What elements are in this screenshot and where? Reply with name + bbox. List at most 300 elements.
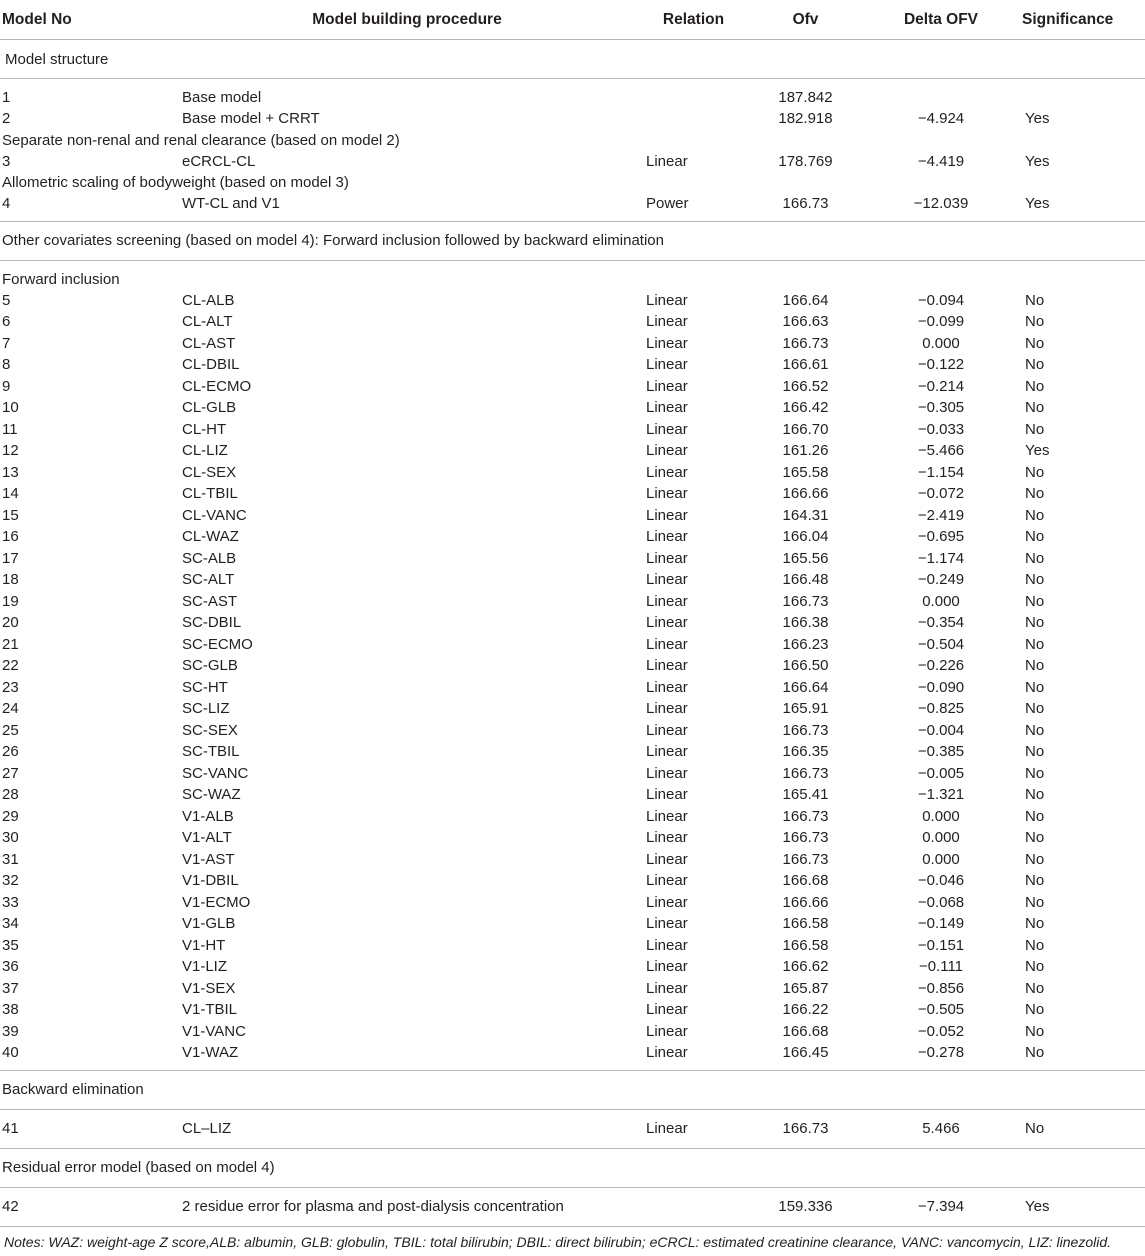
cell-relation: Linear xyxy=(646,614,688,632)
section-forward-inclusion xyxy=(0,260,1145,290)
table-row xyxy=(0,827,1145,849)
table-row xyxy=(0,151,1145,173)
cell-relation: Power xyxy=(646,193,741,221)
cell-delta: −0.090 xyxy=(917,678,965,696)
table-row xyxy=(0,720,1145,742)
cell-no: 18 xyxy=(2,571,19,589)
cell-significance: Yes xyxy=(1012,193,1145,221)
cell-relation: Linear xyxy=(646,786,688,804)
cell-no: 2 xyxy=(2,110,11,128)
cell-no: 42 xyxy=(0,1187,168,1226)
cell-relation: Linear xyxy=(646,442,688,460)
cell-significance: No xyxy=(1012,1109,1145,1148)
table-row xyxy=(0,354,1145,376)
table-row xyxy=(0,419,1145,441)
table-row xyxy=(0,1042,1145,1070)
header-row xyxy=(0,0,1145,40)
cell-procedure: Base model xyxy=(182,89,262,106)
cell-no: 19 xyxy=(2,592,19,610)
cell-no: 9 xyxy=(2,377,11,395)
cell-significance: No xyxy=(1025,764,1045,782)
cell-procedure: V1-TBIL xyxy=(182,1001,238,1019)
cell-procedure: SC-AST xyxy=(182,592,238,610)
cell-relation: Linear xyxy=(646,291,688,309)
cell-no: 21 xyxy=(2,635,19,653)
table-row xyxy=(0,892,1145,914)
cell-no: 5 xyxy=(2,291,11,309)
cell-delta: −0.151 xyxy=(917,936,965,954)
table-row xyxy=(0,870,1145,892)
cell-relation: Linear xyxy=(646,399,688,417)
cell-relation: Linear xyxy=(646,1022,688,1040)
cell-significance: No xyxy=(1025,334,1045,352)
cell-no: 31 xyxy=(2,850,19,868)
cell-no: 8 xyxy=(2,356,11,374)
cell-ofv: 166.58 xyxy=(782,915,829,933)
cell-relation: Linear xyxy=(646,528,688,546)
cell-procedure: CL-LIZ xyxy=(182,442,228,460)
cell-ofv: 166.61 xyxy=(782,356,829,374)
cell-ofv: 166.52 xyxy=(782,377,829,395)
cell-delta: −2.419 xyxy=(917,506,965,524)
cell-procedure: eCRCL-CL xyxy=(182,152,256,170)
cell-significance: No xyxy=(1025,506,1045,524)
cell-no: 32 xyxy=(2,872,19,890)
cell-ofv: 165.58 xyxy=(782,463,829,481)
cell-procedure: SC-WAZ xyxy=(182,786,241,804)
cell-significance: No xyxy=(1025,635,1045,653)
cell-delta: −0.122 xyxy=(917,356,965,374)
cell-procedure: V1-VANC xyxy=(182,1022,246,1040)
cell-ofv: 166.68 xyxy=(782,1022,829,1040)
cell-ofv: 166.73 xyxy=(782,764,829,782)
cell-significance: No xyxy=(1025,1022,1045,1040)
cell-no: 24 xyxy=(2,700,19,718)
table-row xyxy=(0,999,1145,1021)
cell-relation: Linear xyxy=(646,958,688,976)
cell-significance: No xyxy=(1025,915,1045,933)
cell-ofv: 165.41 xyxy=(782,786,829,804)
header-model-no: Model No xyxy=(0,0,168,40)
table-row xyxy=(0,1021,1145,1043)
table-row xyxy=(0,108,1145,130)
cell-ofv: 166.73 xyxy=(741,193,870,221)
cell-ofv: 166.35 xyxy=(782,743,829,761)
cell-procedure: CL-GLB xyxy=(182,399,237,417)
cell-ofv: 166.58 xyxy=(782,936,829,954)
cell-significance: Yes xyxy=(1025,110,1050,128)
cell-procedure: SC-VANC xyxy=(182,764,249,782)
section-backward-elimination xyxy=(0,1070,1145,1109)
cell-procedure: CL-HT xyxy=(182,420,227,438)
cell-procedure: SC-HT xyxy=(182,678,228,696)
cell-delta: −0.214 xyxy=(917,377,965,395)
cell-no: 29 xyxy=(2,807,19,825)
cell-no: 13 xyxy=(2,463,19,481)
section-label: Backward elimination xyxy=(0,1070,1145,1109)
table-row xyxy=(0,79,1145,109)
cell-relation: Linear xyxy=(646,571,688,589)
cell-relation: Linear xyxy=(646,420,688,438)
cell-no: 12 xyxy=(2,442,19,460)
cell-delta: 0.000 xyxy=(922,829,960,847)
cell-delta: −12.039 xyxy=(870,193,1012,221)
cell-significance: No xyxy=(1025,743,1045,761)
cell-relation: Linear xyxy=(646,506,688,524)
cell-delta xyxy=(870,79,1012,109)
cell-delta: 0.000 xyxy=(922,807,960,825)
cell-relation: Linear xyxy=(646,152,688,170)
cell-no: 41 xyxy=(0,1109,168,1148)
cell-relation xyxy=(646,108,741,130)
cell-significance: No xyxy=(1025,807,1045,825)
cell-delta: −0.052 xyxy=(917,1022,965,1040)
table-row xyxy=(0,612,1145,634)
cell-procedure: CL-ALT xyxy=(182,313,233,331)
table-row xyxy=(0,397,1145,419)
cell-relation: Linear xyxy=(646,377,688,395)
cell-delta: −0.505 xyxy=(917,1001,965,1019)
cell-no: 11 xyxy=(2,420,18,438)
cell-procedure: CL-ALB xyxy=(182,291,235,309)
cell-procedure: WT-CL and V1 xyxy=(168,193,646,221)
cell-significance: No xyxy=(1025,872,1045,890)
table-row xyxy=(0,505,1145,527)
cell-relation: Linear xyxy=(646,721,688,739)
cell-delta: −0.046 xyxy=(917,872,965,890)
cell-ofv: 166.66 xyxy=(782,893,829,911)
table-row xyxy=(0,591,1145,613)
cell-procedure: SC-LIZ xyxy=(182,700,230,718)
cell-delta: −0.094 xyxy=(917,291,965,309)
cell-no: 30 xyxy=(2,829,19,847)
cell-delta: −1.174 xyxy=(917,549,965,567)
cell-significance: Yes xyxy=(1012,1187,1145,1226)
cell-delta: 0.000 xyxy=(922,334,960,352)
cell-significance: Yes xyxy=(1025,152,1050,170)
cell-significance: No xyxy=(1025,399,1045,417)
table-row xyxy=(0,698,1145,720)
table-row xyxy=(0,311,1145,333)
cell-no: 15 xyxy=(2,506,19,524)
cell-relation: Linear xyxy=(646,829,688,847)
table-row xyxy=(0,526,1145,548)
cell-no: 33 xyxy=(2,893,19,911)
cell-procedure: CL-VANC xyxy=(182,506,247,524)
cell-no: 38 xyxy=(2,1001,19,1019)
cell-delta: −0.226 xyxy=(917,657,965,675)
cell-no: 7 xyxy=(2,334,11,352)
cell-ofv: 166.73 xyxy=(782,807,829,825)
cell-significance: No xyxy=(1025,463,1045,481)
cell-significance: No xyxy=(1025,377,1045,395)
cell-relation: Linear xyxy=(646,549,688,567)
table-row xyxy=(0,1109,1145,1148)
cell-ofv: 166.73 xyxy=(782,829,829,847)
cell-relation: Linear xyxy=(646,463,688,481)
cell-significance: No xyxy=(1012,1042,1145,1070)
cell-relation: Linear xyxy=(646,1109,741,1148)
cell-no: 40 xyxy=(0,1042,168,1070)
cell-ofv: 166.73 xyxy=(782,592,829,610)
cell-no: 17 xyxy=(2,549,19,567)
cell-no: 3 xyxy=(2,152,11,170)
cell-procedure: CL-WAZ xyxy=(182,528,239,546)
cell-delta: −0.354 xyxy=(917,614,965,632)
cell-no: 16 xyxy=(2,528,19,546)
cell-relation: Linear xyxy=(646,657,688,675)
cell-relation: Linear xyxy=(646,700,688,718)
cell-ofv: 166.38 xyxy=(782,614,829,632)
cell-significance: No xyxy=(1025,850,1045,868)
cell-relation: Linear xyxy=(646,979,688,997)
cell-procedure: V1-SEX xyxy=(182,979,236,997)
table-row xyxy=(0,655,1145,677)
cell-relation: Linear xyxy=(646,334,688,352)
cell-ofv: 159.336 xyxy=(741,1187,870,1226)
cell-significance: Yes xyxy=(1025,442,1050,460)
cell-relation: Linear xyxy=(646,356,688,374)
cell-delta: −0.385 xyxy=(917,743,965,761)
header-ofv: Ofv xyxy=(741,0,870,40)
cell-delta: 0.000 xyxy=(922,850,960,868)
cell-ofv: 165.91 xyxy=(782,700,829,718)
section-residual-error xyxy=(0,1148,1145,1187)
cell-delta: −0.695 xyxy=(917,528,965,546)
cell-delta: −0.278 xyxy=(870,1042,1012,1070)
cell-significance: No xyxy=(1025,485,1045,503)
cell-ofv: 166.64 xyxy=(782,678,829,696)
cell-significance: No xyxy=(1025,356,1045,374)
cell-procedure: SC-GLB xyxy=(182,657,238,675)
cell-delta: 0.000 xyxy=(922,592,960,610)
cell-ofv: 166.66 xyxy=(782,485,829,503)
cell-relation: Linear xyxy=(646,313,688,331)
cell-no: 22 xyxy=(2,657,19,675)
cell-delta: −0.504 xyxy=(917,635,965,653)
table-row xyxy=(0,978,1145,1000)
section-label: Forward inclusion xyxy=(2,270,120,288)
cell-significance: No xyxy=(1025,979,1045,997)
cell-ofv: 166.23 xyxy=(782,635,829,653)
section-label: Model structure xyxy=(0,40,1145,79)
cell-relation: Linear xyxy=(646,485,688,503)
section-label: Separate non-renal and renal clearance (based on model 2) xyxy=(2,131,400,149)
cell-procedure: SC-ECMO xyxy=(182,635,253,653)
cell-ofv: 166.64 xyxy=(782,291,829,309)
cell-delta: −1.321 xyxy=(917,786,965,804)
table-row xyxy=(0,290,1145,312)
cell-no: 10 xyxy=(2,399,19,417)
cell-significance: No xyxy=(1025,721,1045,739)
header-significance: Significance xyxy=(1012,0,1145,40)
table-row xyxy=(0,935,1145,957)
cell-ofv: 166.63 xyxy=(782,313,829,331)
section-label: Residual error model (based on model 4) xyxy=(0,1148,1145,1187)
cell-significance: No xyxy=(1025,829,1045,847)
cell-no: 39 xyxy=(2,1022,19,1040)
cell-delta: −7.394 xyxy=(870,1187,1012,1226)
cell-ofv: 166.42 xyxy=(782,399,829,417)
cell-procedure: SC-ALT xyxy=(182,571,235,589)
cell-delta: −0.249 xyxy=(917,571,965,589)
table-row xyxy=(0,462,1145,484)
cell-ofv: 165.56 xyxy=(782,549,829,567)
cell-significance: No xyxy=(1025,549,1045,567)
cell-relation: Linear xyxy=(646,872,688,890)
cell-no: 1 xyxy=(2,89,11,106)
cell-procedure: V1-AST xyxy=(182,850,235,868)
cell-significance: No xyxy=(1025,291,1045,309)
cell-ofv: 166.62 xyxy=(782,958,829,976)
table-notes: Notes: WAZ: weight-age Z score,ALB: albumin, GLB: globulin, TBIL: total bilirubin; DBIL: direct bilirubin; eCRCL: estimated creatinine clearance, VANC: vancomycin, LIZ: linezolid. xyxy=(4,1233,1112,1250)
cell-delta: −4.924 xyxy=(917,110,965,128)
cell-significance: No xyxy=(1025,786,1045,804)
cell-significance: No xyxy=(1025,614,1045,632)
cell-delta: −0.005 xyxy=(917,764,965,782)
cell-procedure: CL-DBIL xyxy=(182,356,240,374)
table-row xyxy=(0,569,1145,591)
table-row xyxy=(0,193,1145,221)
cell-significance: No xyxy=(1025,893,1045,911)
cell-procedure: CL-SEX xyxy=(182,463,237,481)
cell-relation: Linear xyxy=(646,807,688,825)
cell-ofv: 166.48 xyxy=(782,571,829,589)
table-row xyxy=(0,548,1145,570)
table-row xyxy=(0,913,1145,935)
cell-no: 4 xyxy=(0,193,168,221)
cell-procedure: V1-LIZ xyxy=(182,958,228,976)
cell-relation xyxy=(646,1187,741,1226)
cell-relation: Linear xyxy=(646,915,688,933)
table-row xyxy=(0,440,1145,462)
cell-procedure: V1-ALB xyxy=(182,807,234,825)
cell-ofv: 166.73 xyxy=(782,850,829,868)
cell-ofv: 178.769 xyxy=(778,152,833,170)
cell-ofv: 166.70 xyxy=(782,420,829,438)
cell-ofv: 165.87 xyxy=(782,979,829,997)
cell-significance: No xyxy=(1025,313,1045,331)
cell-relation: Linear xyxy=(646,764,688,782)
cell-ofv: 166.73 xyxy=(782,334,829,352)
section-allometric xyxy=(0,172,1145,193)
cell-ofv: 182.918 xyxy=(778,110,833,128)
table-row xyxy=(0,677,1145,699)
cell-significance xyxy=(1012,79,1145,109)
cell-procedure: V1-HT xyxy=(182,936,226,954)
cell-delta: −0.033 xyxy=(917,420,965,438)
table-row xyxy=(0,784,1145,806)
cell-ofv: 164.31 xyxy=(782,506,829,524)
table-row xyxy=(0,849,1145,871)
cell-procedure: V1-GLB xyxy=(182,915,236,933)
cell-significance: No xyxy=(1025,936,1045,954)
cell-procedure: CL-AST xyxy=(182,334,236,352)
cell-no: 26 xyxy=(2,743,19,761)
cell-significance: No xyxy=(1025,571,1045,589)
cell-delta: −0.305 xyxy=(917,399,965,417)
cell-significance: No xyxy=(1025,420,1045,438)
cell-no: 35 xyxy=(2,936,19,954)
table-row xyxy=(0,1187,1145,1226)
cell-significance: No xyxy=(1025,592,1045,610)
header-relation: Relation xyxy=(646,0,741,40)
cell-no: 34 xyxy=(2,915,19,933)
cell-no: 20 xyxy=(2,614,19,632)
cell-relation xyxy=(646,79,741,109)
cell-significance: No xyxy=(1025,700,1045,718)
cell-procedure: SC-SEX xyxy=(182,721,238,739)
section-label: Other covariates screening (based on model 4): Forward inclusion followed by backward elimination xyxy=(0,221,1145,260)
table-row xyxy=(0,376,1145,398)
cell-procedure: SC-TBIL xyxy=(182,743,240,761)
cell-ofv: 187.842 xyxy=(778,89,833,106)
cell-no: 27 xyxy=(2,764,19,782)
table-row xyxy=(0,956,1145,978)
cell-procedure: CL-TBIL xyxy=(182,485,238,503)
cell-relation: Linear xyxy=(646,893,688,911)
cell-procedure: 2 residue error for plasma and post-dialysis concentration xyxy=(168,1187,646,1226)
cell-relation: Linear xyxy=(646,1042,741,1070)
cell-procedure: CL-ECMO xyxy=(182,377,252,395)
section-separate-clearance xyxy=(0,130,1145,151)
cell-ofv: 166.45 xyxy=(741,1042,870,1070)
cell-ofv: 166.50 xyxy=(782,657,829,675)
cell-no: 37 xyxy=(2,979,19,997)
cell-ofv: 166.22 xyxy=(782,1001,829,1019)
cell-procedure: CL–LIZ xyxy=(168,1109,646,1148)
cell-no: 36 xyxy=(2,958,19,976)
cell-procedure: V1-ECMO xyxy=(182,893,251,911)
cell-ofv: 166.73 xyxy=(782,721,829,739)
cell-ofv: 166.68 xyxy=(782,872,829,890)
cell-delta: −5.466 xyxy=(917,442,965,460)
cell-significance: No xyxy=(1025,678,1045,696)
cell-relation: Linear xyxy=(646,850,688,868)
cell-relation: Linear xyxy=(646,936,688,954)
cell-significance: No xyxy=(1025,1001,1045,1019)
cell-ofv: 166.73 xyxy=(741,1109,870,1148)
table-row xyxy=(0,483,1145,505)
header-delta-ofv: Delta OFV xyxy=(870,0,1012,40)
table-row xyxy=(0,806,1145,828)
cell-relation: Linear xyxy=(646,592,688,610)
cell-delta: 5.466 xyxy=(870,1109,1012,1148)
cell-delta: −0.068 xyxy=(917,893,965,911)
cell-delta: −4.419 xyxy=(917,152,965,170)
cell-no: 6 xyxy=(2,313,11,331)
cell-relation: Linear xyxy=(646,1001,688,1019)
cell-delta: −0.099 xyxy=(917,313,965,331)
cell-relation: Linear xyxy=(646,743,688,761)
table-row xyxy=(0,741,1145,763)
table-row xyxy=(0,763,1145,785)
cell-delta: −0.072 xyxy=(917,485,965,503)
cell-relation: Linear xyxy=(646,678,688,696)
cell-delta: −0.856 xyxy=(917,979,965,997)
cell-procedure: Base model + CRRT xyxy=(182,110,320,128)
section-label: Allometric scaling of bodyweight (based on model 3) xyxy=(2,174,349,191)
cell-procedure: SC-ALB xyxy=(182,549,237,567)
cell-delta: −0.149 xyxy=(917,915,965,933)
cell-delta: −1.154 xyxy=(917,463,965,481)
cell-no: 14 xyxy=(2,485,19,503)
cell-ofv: 161.26 xyxy=(782,442,829,460)
cell-procedure: V1-WAZ xyxy=(168,1042,646,1070)
cell-significance: No xyxy=(1025,958,1045,976)
header-procedure: Model building procedure xyxy=(168,0,646,40)
cell-delta: −0.111 xyxy=(918,958,964,976)
